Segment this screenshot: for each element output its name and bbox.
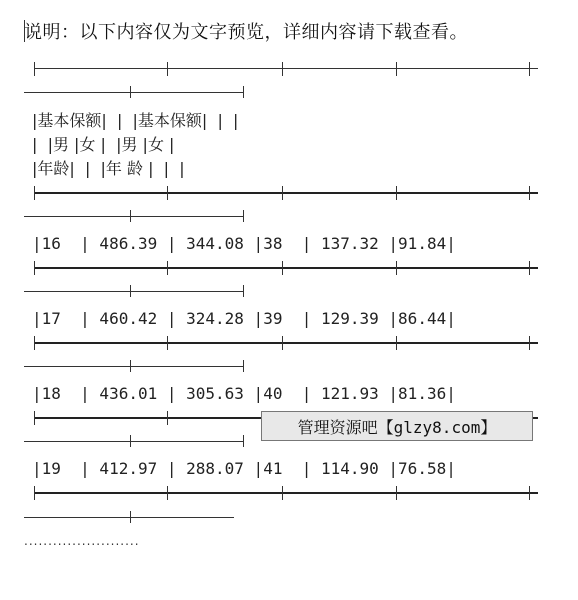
rule-tick: [167, 336, 168, 350]
table-top-rule: [34, 68, 538, 69]
rule-tick: [243, 86, 244, 98]
rule-tick: [130, 285, 131, 297]
rule-tick: [167, 62, 168, 76]
rule-tick: [396, 336, 397, 350]
rule-tick: [34, 336, 35, 350]
row-separator: [34, 192, 538, 194]
continuation-dots: ........................: [24, 534, 140, 548]
rule-tick: [396, 186, 397, 200]
table-header-line-2: | |男 |女 | |男 |女 |: [32, 135, 175, 154]
rule-tick: [130, 511, 131, 523]
table-row: |17 | 460.42 | 324.28 |39 | 129.39 |86.44|: [32, 309, 456, 328]
rule-tick: [243, 210, 244, 222]
row-separator: [34, 492, 538, 494]
rule-tick: [243, 285, 244, 297]
rule-tick: [130, 210, 131, 222]
rule-tick: [529, 186, 530, 200]
rule-tick: [34, 186, 35, 200]
rule-tick: [167, 486, 168, 500]
rule-tick: [34, 62, 35, 76]
preview-notice: 说明：以下内容仅为文字预览，详细内容请下载查看。: [24, 22, 468, 43]
table-row: |19 | 412.97 | 288.07 |41 | 114.90 |76.58|: [32, 459, 456, 478]
rule-tick: [34, 486, 35, 500]
rule-tick: [167, 411, 168, 425]
rule-tick: [167, 261, 168, 275]
row-sub-separator: [24, 441, 243, 442]
rule-tick: [34, 261, 35, 275]
rule-tick: [282, 486, 283, 500]
rule-tick: [282, 261, 283, 275]
table-header-line-1: |基本保额| | |基本保额| | |: [32, 111, 239, 130]
table-bottom-rule: [24, 517, 234, 518]
site-watermark: 管理资源吧【glzy8.com】: [261, 411, 533, 441]
rule-tick: [167, 186, 168, 200]
rule-tick: [282, 62, 283, 76]
row-sub-separator: [24, 291, 243, 292]
rule-tick: [529, 486, 530, 500]
rule-tick: [34, 411, 35, 425]
rule-tick: [396, 261, 397, 275]
row-separator: [34, 267, 538, 269]
row-sub-separator: [24, 216, 243, 217]
rule-tick: [529, 62, 530, 76]
rule-tick: [529, 336, 530, 350]
rule-tick: [130, 435, 131, 447]
table-row: |18 | 436.01 | 305.63 |40 | 121.93 |81.36|: [32, 384, 456, 403]
rule-tick: [243, 435, 244, 447]
rule-tick: [529, 261, 530, 275]
rule-tick: [282, 186, 283, 200]
table-row: |16 | 486.39 | 344.08 |38 | 137.32 |91.84|: [32, 234, 456, 253]
rule-tick: [130, 360, 131, 372]
rule-tick: [282, 336, 283, 350]
rule-tick: [243, 360, 244, 372]
table-header-line-3: |年龄| | |年 龄 | | |: [32, 159, 185, 178]
rule-tick: [396, 486, 397, 500]
row-sub-separator: [24, 366, 243, 367]
rule-tick: [396, 62, 397, 76]
row-separator: [34, 342, 538, 344]
table-sub-rule: [24, 92, 243, 93]
rule-tick: [130, 86, 131, 98]
